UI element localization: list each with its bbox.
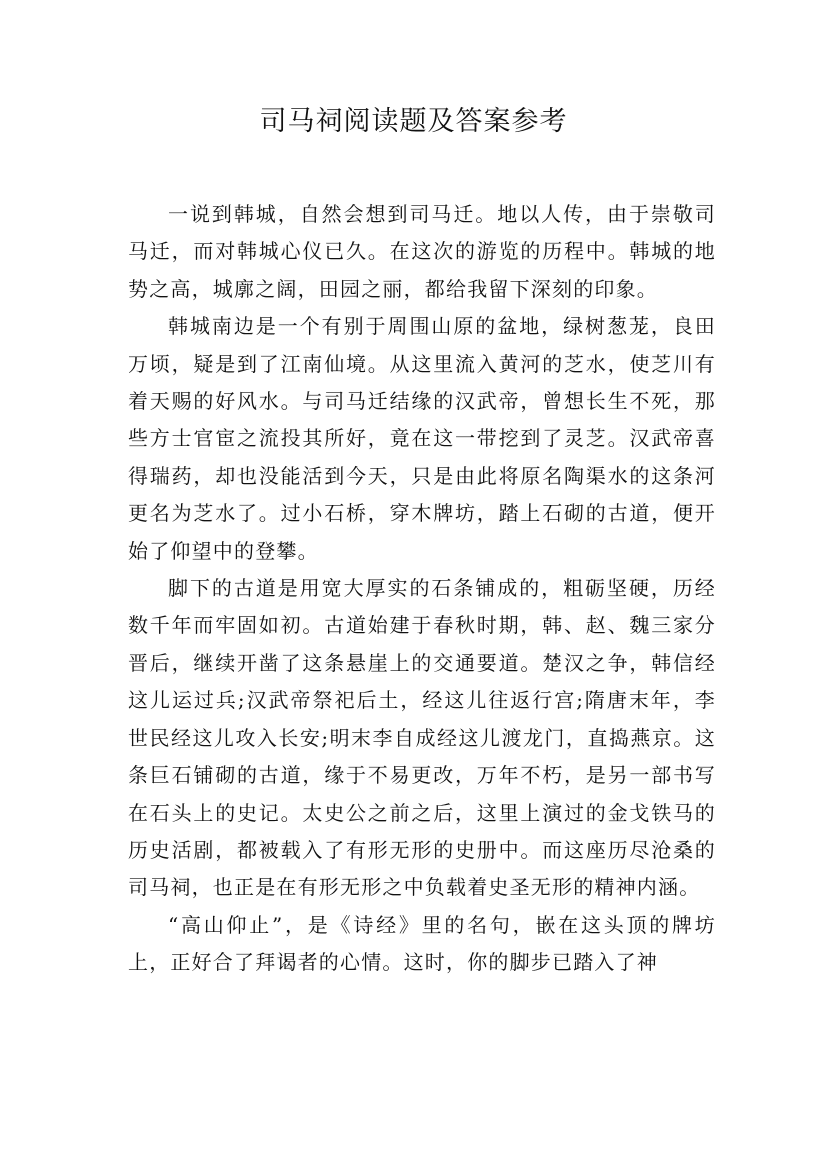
paragraph-2: 韩城南边是一个有别于周围山原的盆地，绿树葱茏，良田万顷，疑是到了江南仙境。从这里流入黄河的芝水，使芝川有着天赐的好风水。与司马迁结缘的汉武帝，曾想长生不死，那些方士官宦之流投其所好，竟在这一带挖到了灵芝。汉武帝喜得瑞药，却也没能活到今天，只是由此将原名陶渠水的这条河更名为芝水了。过小石桥，穿木牌坊，踏上石砌的古道，便开始了仰望中的登攀。 (128, 314, 716, 563)
paragraph-4: “高山仰止”，是《诗经》里的名句，嵌在这头顶的牌坊上，正好合了拜谒者的心情。这时，你的脚步已踏入了神 (128, 912, 716, 975)
paragraph-3: 脚下的古道是用宽大厚实的石条铺成的，粗砺坚硬，历经数千年而牢固如初。古道始建于春秋时期，韩、赵、魏三家分晋后，继续开凿了这条悬崖上的交通要道。楚汉之争，韩信经这儿运过兵;汉武帝祭祀后土，经这儿往返行宫;隋唐末年，李世民经这儿攻入长安;明末李自成经这儿渡龙门，直捣燕京。这条巨石铺砌的古道，缘于不易更改，万年不朽，是另一部书写在石头上的史记。太史公之前之后，这里上演过的金戈铁马的历史活剧，都被载入了有形无形的史册中。而这座历尽沧桑的司马祠，也正是在有形无形之中负载着史圣无形的精神内涵。 (128, 576, 716, 900)
document-title: 司马祠阅读题及答案参考 (259, 106, 568, 137)
paragraph-1: 一说到韩城，自然会想到司马迁。地以人传，由于崇敬司马迁，而对韩城心仪已久。在这次的游览的历程中。韩城的地势之高，城廓之阔，田园之丽，都给我留下深刻的印象。 (128, 202, 716, 301)
document-body (128, 196, 716, 982)
